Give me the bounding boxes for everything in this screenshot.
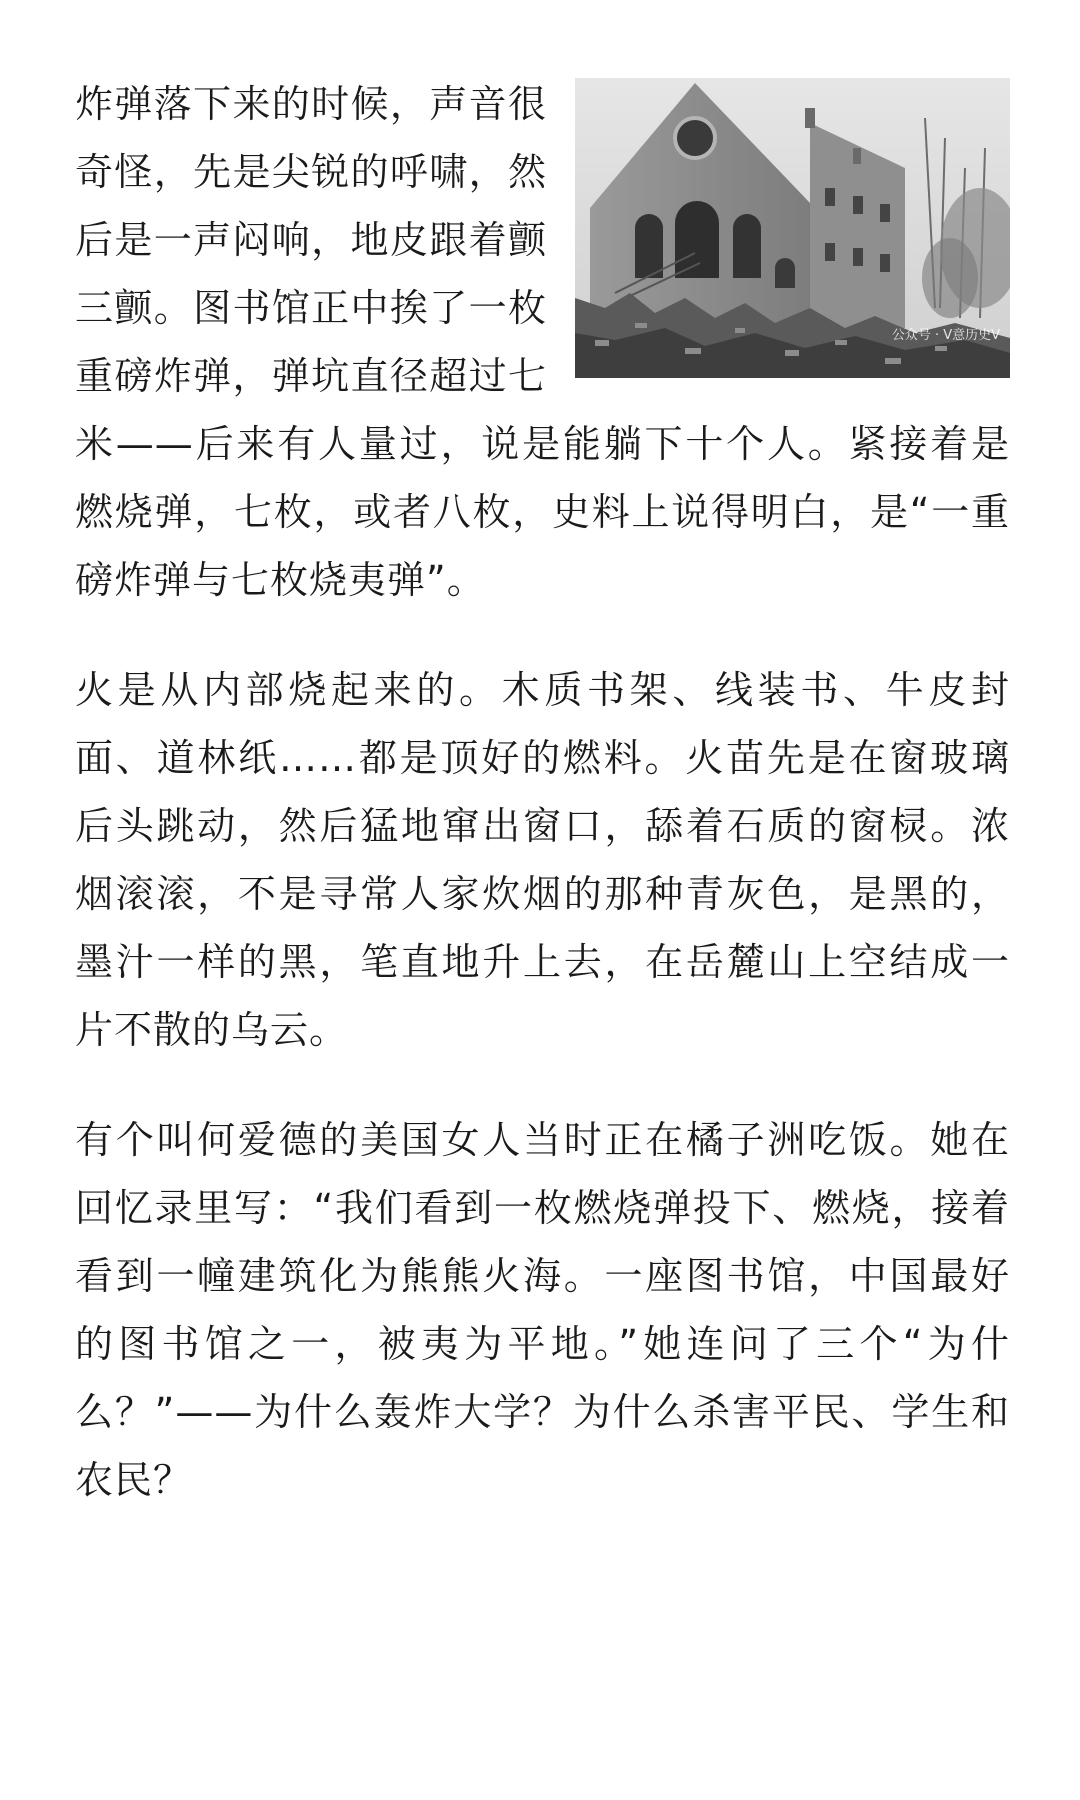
photo-watermark: 公众号 · V意历史V [891, 328, 1000, 343]
paragraph-1-text: 炸弹落下来的时候，声音很奇怪，先是尖锐的呼啸，然后是一声闷响，地皮跟着颤三颤。图书馆正中挨了一枚重磅炸弹，弹坑直径超过七米——后来有人量过，说是能躺下十个人。紧接着是燃烧弹，七枚，或者八枚，史料上说得明白，是“一重磅炸弹与七枚烧夷弹”。 [75, 82, 1010, 602]
ruined-library-photo [575, 78, 1010, 378]
paragraph-3: 有个叫何爱德的美国女人当时正在橘子洲吃饭。她在回忆录里写：“我们看到一枚燃烧弹投下、燃烧，接着看到一幢建筑化为熊熊火海。一座图书馆，中国最好的图书馆之一，被夷为平地。”她连问了三个“为什么？”——为什么轰炸大学？为什么杀害平民、学生和农民？ [75, 1118, 1010, 1502]
paragraph-1 [75, 70, 1010, 614]
article-body [75, 70, 1010, 1514]
paragraph-2: 火是从内部烧起来的。木质书架、线装书、牛皮封面、道林纸……都是顶好的燃料。火苗先是在窗玻璃后头跳动，然后猛地窜出窗口，舔着石质的窗棂。浓烟滚滚，不是寻常人家炊烟的那种青灰色，是黑的，墨汁一样的黑，笔直地升上去，在岳麓山上空结成一片不散的乌云。 [75, 668, 1010, 1052]
